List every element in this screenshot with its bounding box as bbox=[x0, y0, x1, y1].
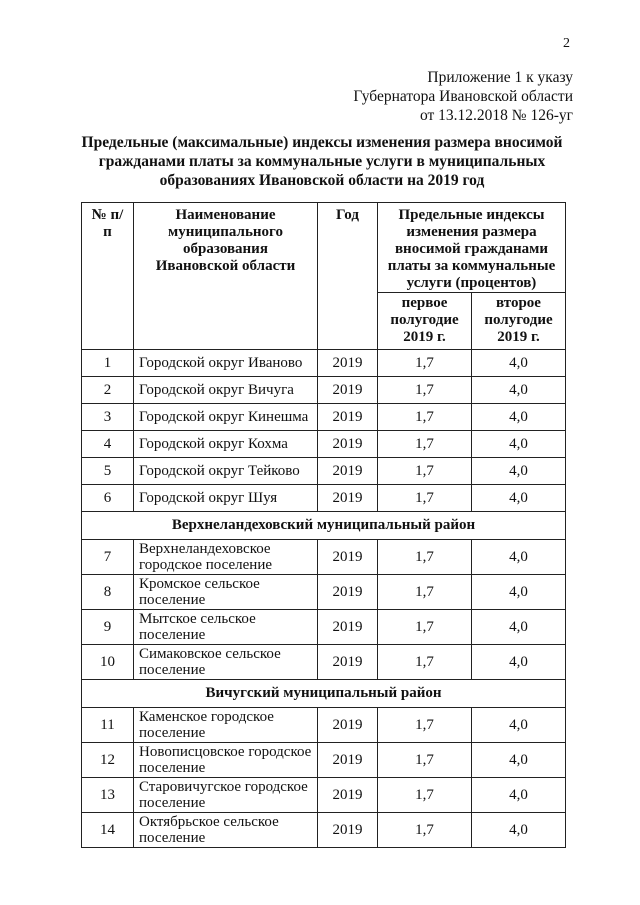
row-number: 3 bbox=[82, 404, 134, 431]
header-second-half: второе полугодие 2019 г. bbox=[472, 293, 566, 350]
row-number: 2 bbox=[82, 377, 134, 404]
row-first-half-index: 1,7 bbox=[378, 575, 472, 610]
table-row bbox=[82, 377, 566, 404]
section-row-vichugsky bbox=[82, 680, 566, 708]
table-row bbox=[82, 404, 566, 431]
row-first-half-index: 1,7 bbox=[378, 404, 472, 431]
section-heading: Вичугский муниципальный район bbox=[82, 680, 566, 708]
row-number: 8 bbox=[82, 575, 134, 610]
row-second-half-index: 4,0 bbox=[472, 708, 566, 743]
row-year: 2019 bbox=[318, 540, 378, 575]
row-first-half-index: 1,7 bbox=[378, 610, 472, 645]
row-first-half-index: 1,7 bbox=[378, 645, 472, 680]
table-row bbox=[82, 610, 566, 645]
row-number: 6 bbox=[82, 485, 134, 512]
row-second-half-index: 4,0 bbox=[472, 645, 566, 680]
row-first-half-index: 1,7 bbox=[378, 458, 472, 485]
row-first-half-index: 1,7 bbox=[378, 377, 472, 404]
row-year: 2019 bbox=[318, 813, 378, 848]
row-year: 2019 bbox=[318, 778, 378, 813]
row-second-half-index: 4,0 bbox=[472, 350, 566, 377]
row-second-half-index: 4,0 bbox=[472, 485, 566, 512]
table-row bbox=[82, 778, 566, 813]
row-number: 14 bbox=[82, 813, 134, 848]
row-municipality-name: Каменское городское поселение bbox=[134, 708, 318, 743]
table-row bbox=[82, 350, 566, 377]
row-second-half-index: 4,0 bbox=[472, 377, 566, 404]
row-municipality-name: Новописцовское городское поселение bbox=[134, 743, 318, 778]
row-year: 2019 bbox=[318, 458, 378, 485]
row-municipality-name: Верхнеландеховское городское поселение bbox=[134, 540, 318, 575]
row-first-half-index: 1,7 bbox=[378, 708, 472, 743]
row-second-half-index: 4,0 bbox=[472, 813, 566, 848]
table-row bbox=[82, 708, 566, 743]
table-row bbox=[82, 813, 566, 848]
table-row bbox=[82, 743, 566, 778]
row-year: 2019 bbox=[318, 350, 378, 377]
row-year: 2019 bbox=[318, 377, 378, 404]
row-first-half-index: 1,7 bbox=[378, 743, 472, 778]
row-number: 5 bbox=[82, 458, 134, 485]
row-number: 12 bbox=[82, 743, 134, 778]
appendix-line-2: Губернатора Ивановской области bbox=[353, 88, 573, 105]
row-number: 13 bbox=[82, 778, 134, 813]
header-year: Год bbox=[318, 203, 378, 350]
appendix-block bbox=[353, 68, 573, 125]
row-first-half-index: 1,7 bbox=[378, 813, 472, 848]
appendix-line-1: Приложение 1 к указу bbox=[427, 69, 573, 86]
row-municipality-name: Кромское сельское поселение bbox=[134, 575, 318, 610]
row-first-half-index: 1,7 bbox=[378, 431, 472, 458]
row-number: 10 bbox=[82, 645, 134, 680]
row-year: 2019 bbox=[318, 743, 378, 778]
row-year: 2019 bbox=[318, 485, 378, 512]
table-row bbox=[82, 485, 566, 512]
table-row bbox=[82, 645, 566, 680]
header-name: Наименование муниципального образования Ивановской области bbox=[134, 203, 318, 350]
header-indices: Предельные индексы изменения размера вносимой гражданами платы за коммунальные услуги (процентов) bbox=[378, 203, 566, 293]
row-municipality-name: Октябрьское сельское поселение bbox=[134, 813, 318, 848]
row-second-half-index: 4,0 bbox=[472, 431, 566, 458]
row-second-half-index: 4,0 bbox=[472, 743, 566, 778]
row-year: 2019 bbox=[318, 645, 378, 680]
row-year: 2019 bbox=[318, 404, 378, 431]
table-row bbox=[82, 575, 566, 610]
row-municipality-name: Симаковское сельское поселение bbox=[134, 645, 318, 680]
table-row bbox=[82, 431, 566, 458]
row-first-half-index: 1,7 bbox=[378, 540, 472, 575]
row-municipality-name: Городской округ Шуя bbox=[134, 485, 318, 512]
page-number: 2 bbox=[563, 36, 570, 51]
row-second-half-index: 4,0 bbox=[472, 540, 566, 575]
row-first-half-index: 1,7 bbox=[378, 350, 472, 377]
row-number: 9 bbox=[82, 610, 134, 645]
row-municipality-name: Мытское сельское поселение bbox=[134, 610, 318, 645]
header-num: № п/п bbox=[82, 203, 134, 350]
row-municipality-name: Городской округ Иваново bbox=[134, 350, 318, 377]
indices-table bbox=[81, 202, 566, 848]
row-second-half-index: 4,0 bbox=[472, 575, 566, 610]
row-year: 2019 bbox=[318, 431, 378, 458]
table-row bbox=[82, 458, 566, 485]
row-municipality-name: Старовичугское городское поселение bbox=[134, 778, 318, 813]
title-line-2: гражданами платы за коммунальные услуги в муниципальных bbox=[98, 153, 546, 170]
title-line-3: образованиях Ивановской области на 2019 год bbox=[159, 172, 485, 189]
row-year: 2019 bbox=[318, 575, 378, 610]
row-second-half-index: 4,0 bbox=[472, 458, 566, 485]
row-number: 11 bbox=[82, 708, 134, 743]
section-row-verkhnelandekhovsky bbox=[82, 512, 566, 540]
document-title bbox=[80, 133, 564, 190]
row-municipality-name: Городской округ Кинешма bbox=[134, 404, 318, 431]
row-municipality-name: Городской округ Тейково bbox=[134, 458, 318, 485]
row-first-half-index: 1,7 bbox=[378, 485, 472, 512]
appendix-line-3: от 13.12.2018 № 126-уг bbox=[419, 107, 573, 124]
row-number: 7 bbox=[82, 540, 134, 575]
row-number: 1 bbox=[82, 350, 134, 377]
table-row bbox=[82, 540, 566, 575]
row-first-half-index: 1,7 bbox=[378, 778, 472, 813]
title-line-1: Предельные (максимальные) индексы изменения размера вносимой bbox=[81, 134, 563, 151]
row-year: 2019 bbox=[318, 610, 378, 645]
section-heading: Верхнеландеховский муниципальный район bbox=[82, 512, 566, 540]
row-second-half-index: 4,0 bbox=[472, 610, 566, 645]
row-municipality-name: Городской округ Кохма bbox=[134, 431, 318, 458]
row-number: 4 bbox=[82, 431, 134, 458]
row-municipality-name: Городской округ Вичуга bbox=[134, 377, 318, 404]
row-second-half-index: 4,0 bbox=[472, 404, 566, 431]
row-second-half-index: 4,0 bbox=[472, 778, 566, 813]
row-year: 2019 bbox=[318, 708, 378, 743]
header-first-half: первое полугодие 2019 г. bbox=[378, 293, 472, 350]
